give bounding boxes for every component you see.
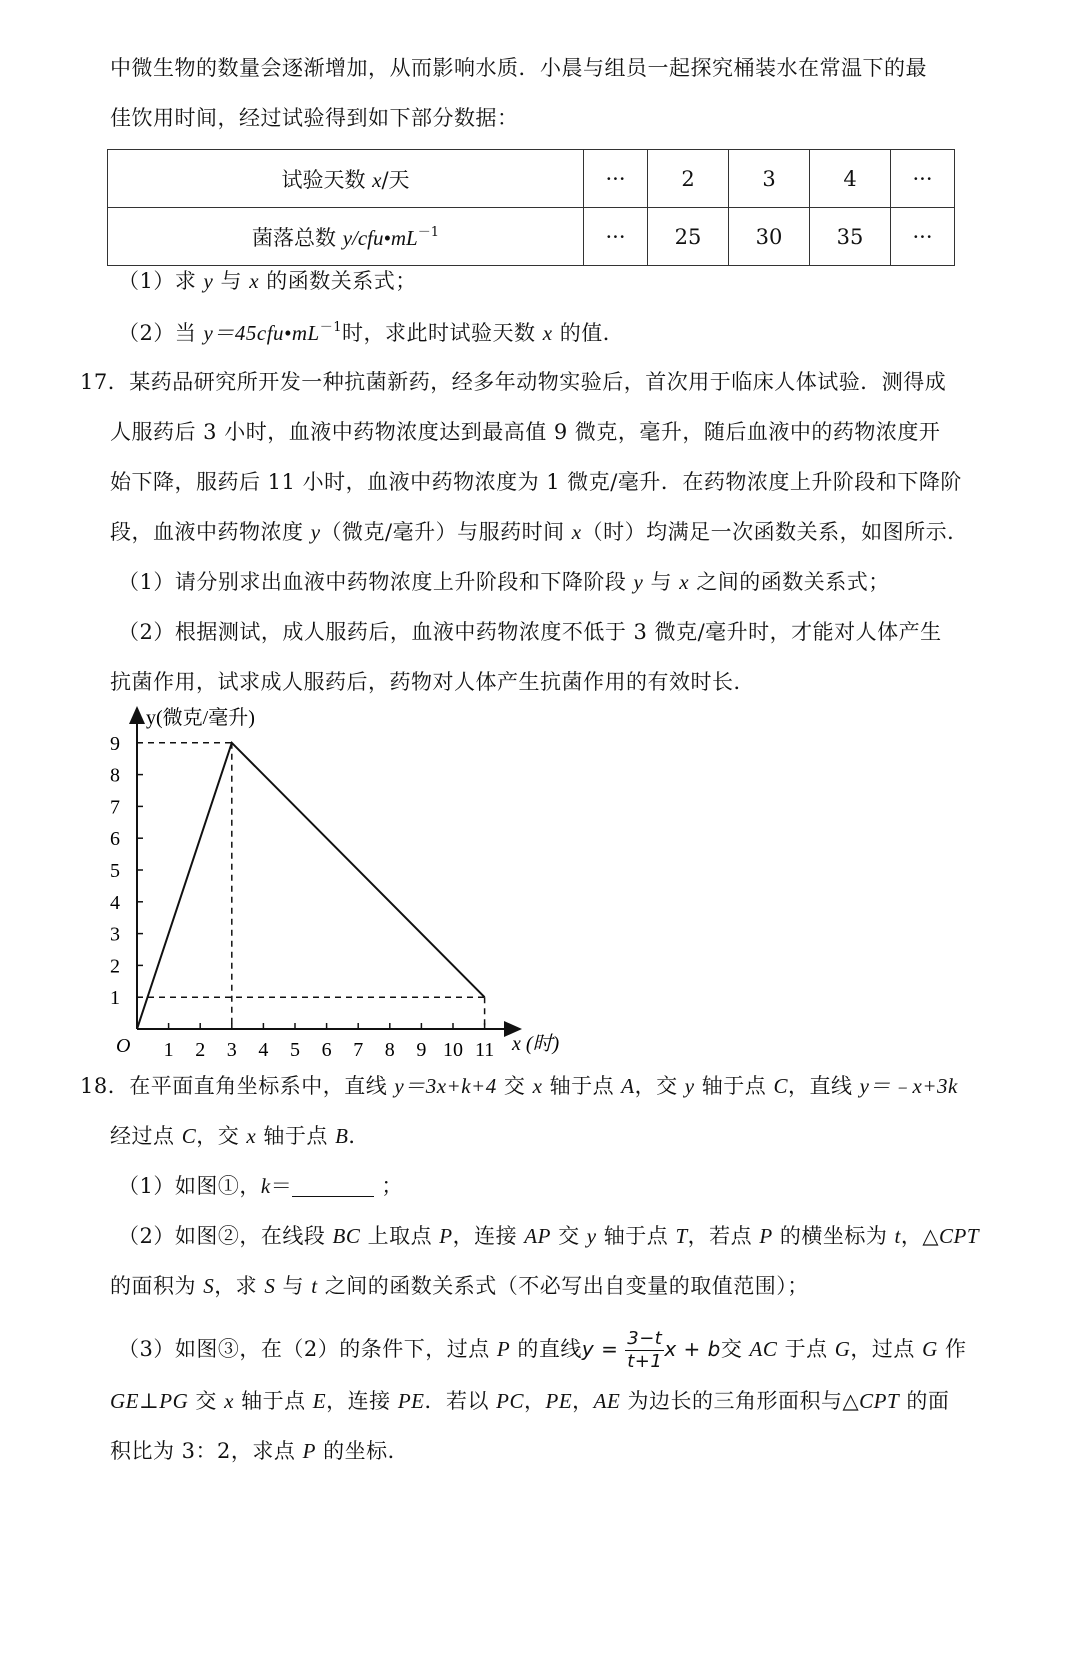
q16-part-1: （1）求 y 与 x 的函数关系式； bbox=[118, 269, 417, 293]
q18-line-2: 经过点 C，交 x 轴于点 B． bbox=[110, 1124, 370, 1148]
intro-line-2: 佳饮用时间，经过试验得到如下部分数据： bbox=[110, 106, 519, 130]
q17-line-2: 人服药后 3 小时，血液中药物浓度达到最高值 9 微克，毫升，随后血液中的药物浓度开 bbox=[110, 420, 941, 444]
table-cell: ··· bbox=[584, 208, 648, 266]
x-tick-label: 5 bbox=[290, 1039, 300, 1061]
table-cell: ··· bbox=[891, 150, 955, 208]
x-tick-label: 11 bbox=[474, 1039, 495, 1061]
chart-marks bbox=[110, 733, 494, 1061]
q17-line-1: 17．某药品研究所开发一种抗菌新药，经多年动物实验后，首次用于临床人体试验．测得成 bbox=[80, 370, 947, 394]
row-label-counts: 菌落总数 $y/cfu•mL^{-1}$ bbox=[108, 208, 584, 266]
concentration-chart bbox=[100, 702, 700, 1072]
q17-line-4: 段，血液中药物浓度 y（微克/毫升）与服药时间 x（时）均满足一次函数关系，如图所示． bbox=[110, 520, 969, 544]
q18-part-2-line-1: （2）如图②，在线段 BC 上取点 P，连接 AP 交 y 轴于点 T，若点 P 的横坐标为 t，△CPT bbox=[118, 1224, 980, 1248]
q17-part-2-line-1: （2）根据测试，成人服药后，血液中药物浓度不低于 3 微克/毫升时，才能对人体产生 bbox=[118, 620, 942, 644]
x-tick-label: 9 bbox=[416, 1039, 427, 1061]
table-cell: 30 bbox=[729, 208, 810, 266]
y-tick-label: 5 bbox=[110, 860, 120, 882]
y-tick-label: 9 bbox=[110, 732, 120, 755]
x-tick-label: 1 bbox=[163, 1039, 174, 1061]
origin-label: O bbox=[116, 1035, 131, 1057]
table-cell: 2 bbox=[648, 150, 729, 208]
data-table bbox=[107, 149, 955, 266]
series-line bbox=[137, 743, 485, 1029]
x-tick-label: 3 bbox=[226, 1039, 237, 1061]
table-cell: 35 bbox=[810, 208, 891, 266]
y-tick-label: 2 bbox=[110, 955, 120, 978]
slope-fraction: $\frac{3-t}{t+1}$ bbox=[627, 1328, 663, 1372]
q17-line-3: 始下降，服药后 11 小时，血液中药物浓度为 1 微克/毫升．在药物浓度上升阶段和下降阶 bbox=[110, 470, 962, 494]
q18-part-2-line-2: 的面积为 S，求 S 与 t 之间的函数关系式（不必写出自变量的取值范围）； bbox=[110, 1274, 809, 1298]
q16-part-2: （2）当 $y=45cfu•mL^{-1}$时，求此时试验天数 x 的值． bbox=[118, 320, 625, 345]
table-row bbox=[108, 208, 955, 266]
y-tick-label: 1 bbox=[110, 987, 120, 1010]
x-tick-label: 8 bbox=[384, 1039, 395, 1061]
y-tick-label: 7 bbox=[110, 796, 120, 819]
x-tick-label: 7 bbox=[353, 1039, 364, 1061]
y-tick-label: 6 bbox=[110, 828, 120, 851]
table-cell: ··· bbox=[584, 150, 648, 208]
q18-line-1: 18．在平面直角坐标系中，直线 y＝3x+k+4 交 x 轴于点 A，交 y 轴于点 C，直线 y＝﹣x+3k bbox=[80, 1074, 958, 1098]
x-tick-label: 6 bbox=[321, 1039, 332, 1061]
answer-blank[interactable] bbox=[292, 1174, 374, 1197]
y-tick-label: 4 bbox=[110, 891, 120, 914]
x-axis-label: x (时) bbox=[512, 1033, 560, 1055]
table-cell: ··· bbox=[891, 208, 955, 266]
q18-part-1: （1）如图①，k＝ ； bbox=[118, 1174, 403, 1198]
q18-part-3-line-1: （3）如图③，在（2）的条件下，过点 P 的直线y = $\frac{3-t}{t+1}$ x + b交 AC 于点 G，过点 G 作 bbox=[118, 1328, 967, 1372]
table-row bbox=[108, 150, 955, 208]
table-cell: 3 bbox=[729, 150, 810, 208]
q18-part-3-line-2: GE⊥PG 交 x 轴于点 E，连接 PE．若以 PC，PE，AE 为边长的三角形面积与△CPT 的面 bbox=[110, 1389, 950, 1413]
x-tick-label: 10 bbox=[443, 1039, 463, 1061]
table-cell: 25 bbox=[648, 208, 729, 266]
table-cell: 4 bbox=[810, 150, 891, 208]
y-axis-label: y(微克/毫升) bbox=[146, 707, 255, 729]
intro-line-1: 中微生物的数量会逐渐增加，从而影响水质．小晨与组员一起探究桶装水在常温下的最 bbox=[110, 56, 927, 80]
x-tick-label: 2 bbox=[195, 1039, 206, 1061]
q17-part-2-line-2: 抗菌作用，试求成人服药后，药物对人体产生抗菌作用的有效时长． bbox=[110, 670, 755, 694]
row-label-days: 试验天数 x/天 bbox=[108, 150, 584, 208]
y-tick-label: 3 bbox=[110, 923, 120, 946]
y-tick-label: 8 bbox=[110, 764, 120, 787]
x-tick-label: 4 bbox=[258, 1039, 269, 1061]
q18-part-3-line-3: 积比为 3：2，求点 P 的坐标． bbox=[110, 1439, 410, 1463]
q17-part-1: （1）请分别求出血液中药物浓度上升阶段和下降阶段 y 与 x 之间的函数关系式； bbox=[118, 570, 890, 594]
